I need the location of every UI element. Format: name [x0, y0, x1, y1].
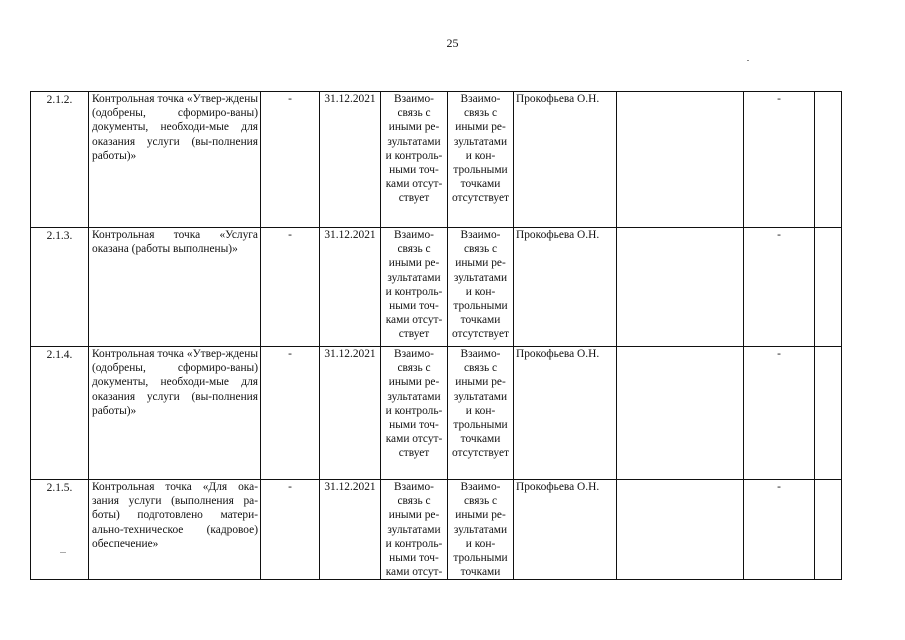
relation-cell-line: ками отсут-: [385, 566, 443, 579]
relation-cell-2-line: отсутствует: [452, 447, 509, 460]
table-row: [31, 92, 842, 228]
dash-cell: -: [744, 228, 815, 347]
start-date-cell: -: [261, 480, 320, 580]
dash-cell: -: [744, 92, 815, 228]
relation-cell-2-line: зультатами: [453, 135, 508, 148]
control-points-table: [30, 91, 842, 580]
relation-cell-2: [448, 347, 514, 480]
dash-cell: -: [744, 480, 815, 580]
relation-cell-2-line: точками: [460, 433, 501, 446]
relation-cell-line: ными точ-: [389, 300, 439, 313]
relation-cell-line: и контроль-: [385, 404, 443, 417]
relation-cell-2-line: иными ре-: [455, 257, 506, 270]
relation-cell-line: Взаимо-: [394, 93, 434, 105]
relation-cell-2: [448, 228, 514, 347]
relation-cell-2-line: трольными: [453, 164, 508, 177]
relation-cell-line: ками отсут-: [385, 314, 443, 327]
relation-cell-line: связь с: [397, 243, 431, 256]
relation-cell-2-line: трольными: [453, 300, 508, 313]
start-date-cell: -: [261, 347, 320, 480]
relation-cell-line: зультатами: [387, 135, 441, 148]
empty-cell: [617, 480, 744, 580]
relation-cell-2-line: и кон-: [465, 537, 496, 550]
relation-cell-line: иными ре-: [388, 509, 440, 522]
relation-cell: [381, 228, 448, 347]
relation-cell-2-line: Взаимо-: [460, 93, 501, 105]
scan-speck: [747, 60, 749, 61]
row-number: 2.1.2.: [31, 92, 89, 228]
row-number: 2.1.4.: [31, 347, 89, 480]
responsible-person: Прокофьева О.Н.: [514, 228, 617, 347]
relation-cell-2-line: связь с: [463, 107, 498, 120]
relation-cell-line: Взаимо-: [394, 229, 434, 241]
table-row: [31, 347, 842, 480]
relation-cell-line: и контроль-: [385, 537, 443, 550]
relation-cell-line: ками отсут-: [385, 433, 443, 446]
relation-cell-line: иными ре-: [388, 121, 440, 134]
relation-cell-2-line: зультатами: [453, 271, 508, 284]
start-date-cell: -: [261, 92, 320, 228]
last-cell: [815, 347, 842, 480]
relation-cell-2-line: точками: [460, 314, 501, 327]
relation-cell-2-line: связь с: [463, 495, 498, 508]
relation-cell-line: зультатами: [387, 523, 441, 536]
relation-cell-2-line: Взаимо-: [460, 348, 501, 360]
relation-cell-line: ствует: [398, 328, 430, 341]
relation-cell-2-line: связь с: [463, 362, 498, 375]
relation-cell: [381, 480, 448, 580]
relation-cell-2: [448, 480, 514, 580]
relation-cell-2-line: зультатами: [453, 390, 508, 403]
relation-cell-line: и контроль-: [385, 149, 443, 162]
relation-cell-line: зультатами: [387, 390, 441, 403]
relation-cell: [381, 347, 448, 480]
relation-cell-2-line: отсутствует: [452, 328, 509, 341]
table-row: [31, 480, 842, 580]
page-number: 25: [446, 36, 459, 50]
relation-cell-line: Взаимо-: [394, 481, 434, 493]
end-date-cell: 31.12.2021: [320, 480, 381, 580]
relation-cell-2-line: Взаимо-: [460, 481, 501, 493]
control-point-name: Контрольная точка «Утвер-ждены (одобрены, сформиро-ваны) документы, необходи-мые для оказания услуги (вы-полнения работы)»: [89, 347, 261, 480]
relation-cell-line: связь с: [397, 362, 431, 375]
relation-cell-line: ствует: [398, 192, 430, 205]
last-cell: [815, 228, 842, 347]
relation-cell-2-line: точками: [460, 566, 501, 579]
relation-cell-2-line: точками: [460, 178, 501, 191]
relation-cell-2-line: иными ре-: [455, 121, 506, 134]
relation-cell-2-line: и кон-: [465, 149, 496, 162]
relation-cell-2-line: зультатами: [453, 523, 508, 536]
control-point-name: Контрольная точка «Утвер-ждены (одобрены, сформиро-ваны) документы, необходи-мые для оказания услуги (вы-полнения работы)»: [89, 92, 261, 228]
relation-cell-line: ками отсут-: [385, 178, 443, 191]
empty-cell: [617, 228, 744, 347]
relation-cell-line: ствует: [398, 447, 430, 460]
dash-cell: -: [744, 347, 815, 480]
relation-cell-2-line: иными ре-: [455, 376, 506, 389]
empty-cell: [617, 92, 744, 228]
end-date-cell: 31.12.2021: [320, 92, 381, 228]
row-number: 2.1.5.: [31, 480, 89, 580]
table-row: [31, 228, 842, 347]
responsible-person: Прокофьева О.Н.: [514, 347, 617, 480]
relation-cell-line: Взаимо-: [394, 348, 434, 360]
relation-cell-2-line: отсутствует: [452, 192, 509, 205]
relation-cell-2-line: иными ре-: [455, 509, 506, 522]
end-date-cell: 31.12.2021: [320, 228, 381, 347]
relation-cell-line: иными ре-: [388, 257, 440, 270]
relation-cell-2-line: и кон-: [465, 404, 496, 417]
start-date-cell: -: [261, 228, 320, 347]
relation-cell-line: ными точ-: [389, 419, 439, 432]
relation-cell-line: ными точ-: [389, 552, 439, 565]
relation-cell-line: зультатами: [387, 271, 441, 284]
last-cell: [815, 480, 842, 580]
relation-cell-line: и контроль-: [385, 285, 443, 298]
relation-cell-2-line: трольными: [453, 419, 508, 432]
relation-cell-2-line: Взаимо-: [460, 229, 501, 241]
relation-cell-2-line: трольными: [453, 552, 508, 565]
relation-cell-line: ными точ-: [389, 164, 439, 177]
end-date-cell: 31.12.2021: [320, 347, 381, 480]
relation-cell-2-line: и кон-: [465, 285, 496, 298]
relation-cell-line: иными ре-: [388, 376, 440, 389]
table-body: [31, 92, 842, 580]
last-cell: [815, 92, 842, 228]
relation-cell-2: [448, 92, 514, 228]
empty-cell: [617, 347, 744, 480]
relation-cell: [381, 92, 448, 228]
relation-cell-line: связь с: [397, 495, 431, 508]
row-number: 2.1.3.: [31, 228, 89, 347]
control-point-name: Контрольная точка «Для ока-зания услуги (выполнения ра-боты) подготовлено матери-ально-техническое (кадровое) обеспечение»: [89, 480, 261, 580]
responsible-person: Прокофьева О.Н.: [514, 92, 617, 228]
relation-cell-line: связь с: [397, 107, 431, 120]
control-point-name: Контрольная точка «Услуга оказана (работы выполнены)»: [89, 228, 261, 347]
responsible-person: Прокофьева О.Н.: [514, 480, 617, 580]
relation-cell-2-line: связь с: [463, 243, 498, 256]
